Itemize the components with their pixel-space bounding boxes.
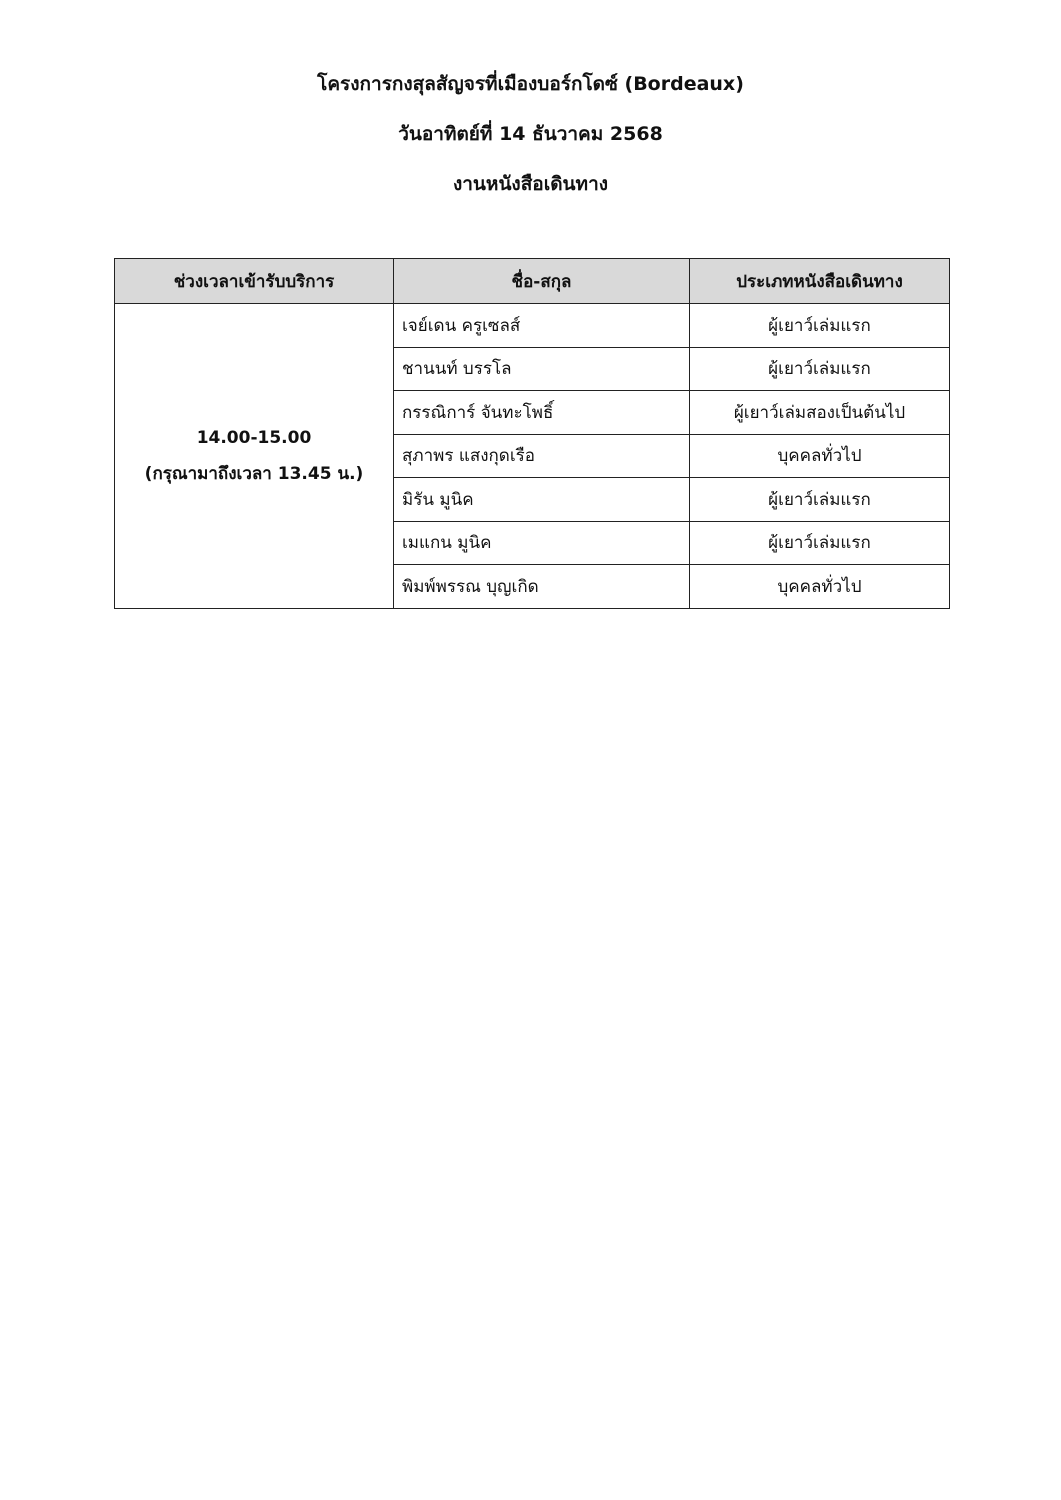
appointment-table: [114, 258, 950, 609]
name-cell: พิมพ์พรรณ บุญเกิด: [394, 565, 690, 609]
name-cell: เมแกน มูนิค: [394, 521, 690, 565]
document-date: วันอาทิตย์ที่ 14 ธันวาคม 2568: [398, 123, 663, 145]
time-slot: 14.00-15.00: [196, 427, 312, 448]
name-cell: กรรณิการ์ จันทะโพธิ์: [394, 391, 690, 435]
document-header: [0, 66, 1061, 216]
table-header-row: [115, 259, 950, 304]
passport-type-cell: ผู้เยาว์เล่มแรก: [690, 521, 950, 565]
table-row: [115, 304, 950, 348]
name-cell: สุภาพร แสงกุดเรือ: [394, 434, 690, 478]
document-title: โครงการกงสุลสัญจรที่เมืองบอร์กโดซ์ (Bordeaux): [317, 73, 744, 95]
passport-type-cell: บุคคลทั่วไป: [690, 565, 950, 609]
name-cell: ชานนท์ บรรโล: [394, 347, 690, 391]
passport-type-cell: บุคคลทั่วไป: [690, 434, 950, 478]
column-header-name: ชื่อ-สกุล: [394, 259, 690, 304]
time-slot-cell: [115, 304, 394, 609]
passport-type-cell: ผู้เยาว์เล่มสองเป็นต้นไป: [690, 391, 950, 435]
passport-type-cell: ผู้เยาว์เล่มแรก: [690, 478, 950, 522]
name-cell: เจย์เดน ครูเซลส์: [394, 304, 690, 348]
document-section: งานหนังสือเดินทาง: [452, 173, 609, 195]
passport-type-cell: ผู้เยาว์เล่มแรก: [690, 347, 950, 391]
name-cell: มิรัน มูนิค: [394, 478, 690, 522]
passport-type-cell: ผู้เยาว์เล่มแรก: [690, 304, 950, 348]
arrival-note: (กรุณามาถึงเวลา 13.45 น.): [144, 463, 364, 484]
column-header-time: ช่วงเวลาเข้ารับบริการ: [115, 259, 394, 304]
column-header-passport-type: ประเภทหนังสือเดินทาง: [690, 259, 950, 304]
